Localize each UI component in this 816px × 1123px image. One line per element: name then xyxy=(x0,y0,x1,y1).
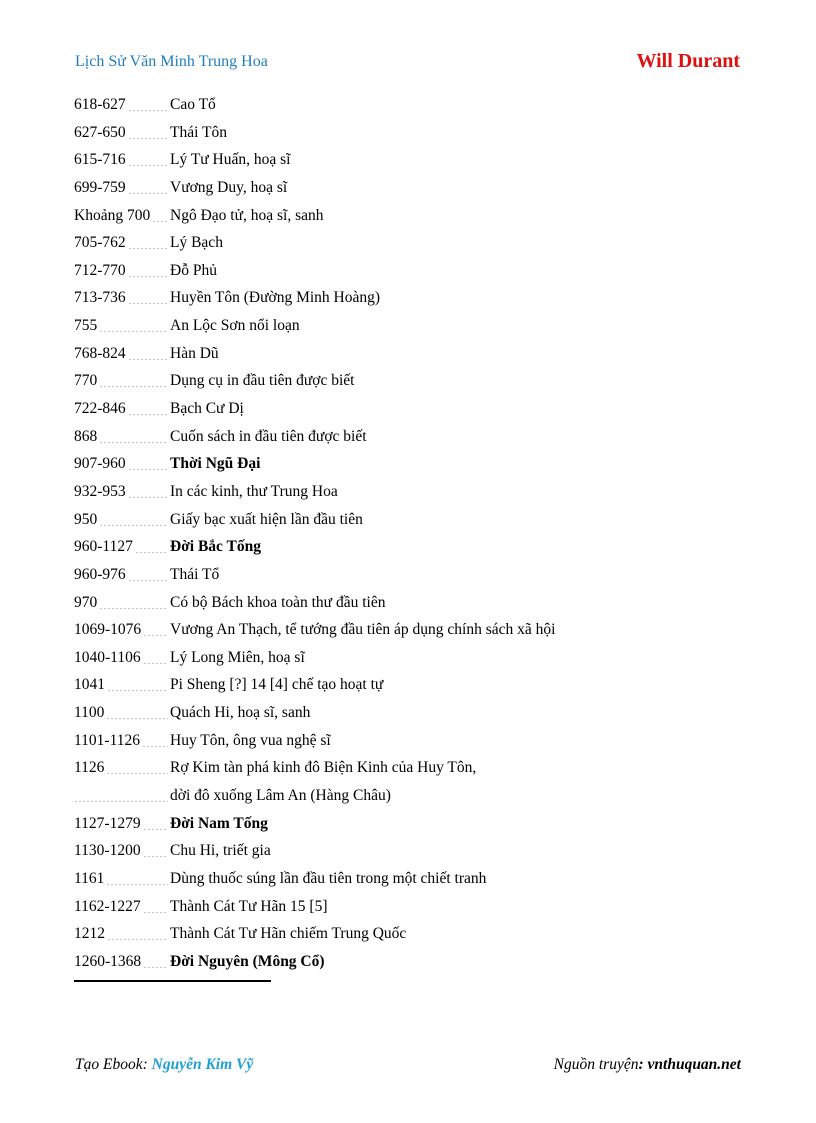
chronology-year: 868 xyxy=(74,427,98,445)
chronology-row xyxy=(74,868,754,896)
chronology-event: Ngô Đạo tử, hoạ sĩ, sanh xyxy=(170,206,324,224)
chronology-event: Thái Tổ xyxy=(170,565,220,583)
chronology-event: Thành Cát Tư Hãn 15 [5] xyxy=(170,897,328,915)
source-credit-separator: : xyxy=(638,1056,648,1073)
chronology-row xyxy=(74,315,754,343)
dot-leader xyxy=(74,785,168,807)
chronology-row xyxy=(74,94,754,122)
chronology-event: Rợ Kim tàn phá kinh đô Biện Kinh của Huy Tôn, xyxy=(170,759,477,777)
chronology-row xyxy=(74,536,754,564)
chronology-event: Bạch Cư Dị xyxy=(170,400,244,418)
ebook-credit-separator: : xyxy=(142,1056,152,1073)
dot-leader xyxy=(128,260,168,282)
chronology-row xyxy=(74,840,754,868)
chronology-year: 960-976 xyxy=(74,565,126,583)
dot-leader xyxy=(143,813,168,835)
chronology-event: Thành Cát Tư Hãn chiếm Trung Quốc xyxy=(170,925,407,943)
chronology-row xyxy=(74,453,754,481)
dot-leader xyxy=(128,453,168,475)
chronology-year: 1162-1227 xyxy=(74,897,141,915)
chronology-row xyxy=(74,647,754,675)
dot-leader xyxy=(107,923,168,945)
chronology-event: Thời Ngũ Đại xyxy=(170,455,261,473)
chronology-event: Giấy bạc xuất hiện lần đầu tiên xyxy=(170,510,363,528)
source-credit-site: vnthuquan.net xyxy=(647,1056,741,1073)
chronology-year: 1100 xyxy=(74,704,105,722)
chronology-year: 699-759 xyxy=(74,178,126,196)
chronology-year: 932-953 xyxy=(74,482,126,500)
chronology-event: Dụng cụ in đầu tiên được biết xyxy=(170,372,355,390)
chronology-year: 1260-1368 xyxy=(74,952,142,970)
dot-leader xyxy=(128,232,168,254)
chronology-event: Vương An Thạch, tể tướng đầu tiên áp dụng chính sách xã hội xyxy=(170,621,556,639)
chronology-row xyxy=(74,260,754,288)
dot-leader xyxy=(135,536,168,558)
chronology-row xyxy=(74,398,754,426)
chronology-event: In các kinh, thư Trung Hoa xyxy=(170,482,338,500)
chronology-year: 907-960 xyxy=(74,455,126,473)
chronology-event: Đỗ Phủ xyxy=(170,261,217,279)
chronology-row xyxy=(74,177,754,205)
chronology-year: 705-762 xyxy=(74,234,126,252)
dot-leader xyxy=(143,840,168,862)
chronology-row xyxy=(74,951,754,979)
chronology-event: Đời Bắc Tống xyxy=(170,538,261,556)
chronology-year: 1212 xyxy=(74,925,105,943)
source-credit xyxy=(554,1056,741,1074)
dot-leader xyxy=(143,951,168,973)
chronology-year: 1101-1126 xyxy=(74,731,141,749)
ebook-credit xyxy=(75,1056,253,1074)
chronology-row xyxy=(74,205,754,233)
dot-leader xyxy=(128,287,168,309)
chronology-year: 713-736 xyxy=(74,289,126,307)
chronology-year: 1127-1279 xyxy=(74,814,141,832)
chronology-event: Thái Tôn xyxy=(170,123,227,141)
chronology-row xyxy=(74,343,754,371)
dot-leader xyxy=(128,94,168,116)
chronology-year: Khoảng 700 xyxy=(74,206,151,224)
dot-leader xyxy=(143,647,168,669)
chronology-row xyxy=(74,730,754,758)
chronology-year: 1126 xyxy=(74,759,105,777)
chronology-row xyxy=(74,149,754,177)
dot-leader xyxy=(143,896,168,918)
chronology-row xyxy=(74,896,754,924)
chronology-event: Cuốn sách in đầu tiên được biết xyxy=(170,427,367,445)
chronology-row xyxy=(74,287,754,315)
chronology-event: Chu Hi, triết gia xyxy=(170,842,271,860)
chronology-year: 1130-1200 xyxy=(74,842,141,860)
chronology-event: Lý Bạch xyxy=(170,234,223,252)
ebook-credit-name: Nguyễn Kim Vỹ xyxy=(151,1056,254,1073)
chronology-year: 768-824 xyxy=(74,344,126,362)
chronology-row xyxy=(74,426,754,454)
dot-leader xyxy=(99,592,168,614)
dot-leader xyxy=(106,702,168,724)
chronology-year: 722-846 xyxy=(74,400,126,418)
dot-leader xyxy=(143,619,168,641)
chronology-list xyxy=(74,94,754,979)
dot-leader xyxy=(99,509,168,531)
chronology-event: Hàn Dũ xyxy=(170,344,219,362)
ebook-credit-label: Tạo Ebook xyxy=(75,1056,143,1073)
dot-leader xyxy=(107,674,168,696)
chronology-row xyxy=(74,923,754,951)
chronology-year: 1040-1106 xyxy=(74,648,141,666)
chronology-year: 1161 xyxy=(74,869,105,887)
chronology-event: Vương Duy, hoạ sĩ xyxy=(170,178,288,196)
chronology-year: 627-650 xyxy=(74,123,126,141)
dot-leader xyxy=(99,315,168,337)
dot-leader xyxy=(106,868,168,890)
chronology-event: Quách Hi, hoạ sĩ, sanh xyxy=(170,704,311,722)
chronology-event: Huyền Tôn (Đường Minh Hoàng) xyxy=(170,289,381,307)
chronology-event: Cao Tổ xyxy=(170,96,216,113)
chronology-event: dời đô xuống Lâm An (Hàng Châu) xyxy=(170,787,391,805)
dot-leader xyxy=(128,398,168,420)
chronology-row xyxy=(74,592,754,620)
chronology-year: 1041 xyxy=(74,676,105,694)
chronology-row xyxy=(74,232,754,260)
author-name: Will Durant xyxy=(636,50,740,72)
chronology-event: Huy Tôn, ông vua nghệ sĩ xyxy=(170,731,331,749)
chronology-event: Đời Nam Tống xyxy=(170,814,268,832)
dot-leader xyxy=(99,370,168,392)
chronology-row xyxy=(74,785,754,813)
chronology-row xyxy=(74,509,754,537)
chronology-row xyxy=(74,370,754,398)
chronology-year: 615-716 xyxy=(74,151,126,169)
dot-leader xyxy=(142,730,168,752)
chronology-year: 1069-1076 xyxy=(74,621,142,639)
chronology-year: 618-627 xyxy=(74,96,126,113)
chronology-year: 960-1127 xyxy=(74,538,133,556)
chronology-row xyxy=(74,702,754,730)
dot-leader xyxy=(152,205,168,227)
dot-leader xyxy=(128,343,168,365)
chronology-row xyxy=(74,122,754,150)
chronology-year: 755 xyxy=(74,317,98,335)
chronology-year: 712-770 xyxy=(74,261,126,279)
book-title: Lịch Sử Văn Minh Trung Hoa xyxy=(75,53,268,70)
chronology-row xyxy=(74,564,754,592)
chronology-year: 970 xyxy=(74,593,98,611)
chronology-row xyxy=(74,619,754,647)
chronology-event: Lý Tư Huấn, hoạ sĩ xyxy=(170,151,291,169)
dot-leader xyxy=(106,757,168,779)
dot-leader xyxy=(128,177,168,199)
dot-leader xyxy=(128,149,168,171)
chronology-event: Lý Long Miên, hoạ sĩ xyxy=(170,648,305,666)
footnote-divider xyxy=(74,980,271,982)
dot-leader xyxy=(128,564,168,586)
chronology-event: Dùng thuốc súng lần đầu tiên trong một chiết tranh xyxy=(170,869,487,887)
chronology-event: An Lộc Sơn nổi loạn xyxy=(170,317,300,335)
dot-leader xyxy=(99,426,168,448)
chronology-year: 770 xyxy=(74,372,98,390)
chronology-row xyxy=(74,813,754,841)
chronology-event: Có bộ Bách khoa toàn thư đầu tiên xyxy=(170,593,386,611)
chronology-row xyxy=(74,757,754,785)
dot-leader xyxy=(128,481,168,503)
chronology-event: Đời Nguyên (Mông Cổ) xyxy=(170,952,325,970)
chronology-year: 950 xyxy=(74,510,98,528)
chronology-event: Pi Sheng [?] 14 [4] chế tạo hoạt tự xyxy=(170,676,384,694)
chronology-row xyxy=(74,481,754,509)
source-credit-label: Nguồn truyện xyxy=(553,1056,639,1073)
dot-leader xyxy=(128,122,168,144)
chronology-row xyxy=(74,674,754,702)
